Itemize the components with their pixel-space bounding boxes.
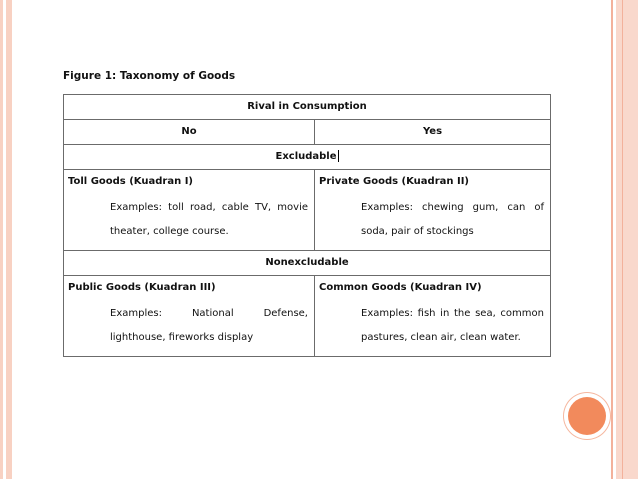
toll-goods-examples: Examples: toll road, cable TV, movie theater, college course. xyxy=(110,202,308,237)
taxonomy-table xyxy=(63,94,551,357)
common-goods-examples: Examples: fish in the sea, common pastures, clean air, clean water. xyxy=(361,308,544,343)
orange-circle-decoration xyxy=(568,397,606,435)
section-excludable xyxy=(64,145,551,170)
excludable-goods-row xyxy=(64,170,551,251)
public-goods-examples: Examples: National Defense, lighthouse, fireworks display xyxy=(110,308,308,343)
toll-goods-title: Toll Goods (Kuadran I) xyxy=(68,176,193,187)
section-nonexcludable: Nonexcludable xyxy=(64,251,551,276)
text-cursor xyxy=(338,150,339,162)
private-goods-examples: Examples: chewing gum, can of soda, pair of stockings xyxy=(361,202,544,237)
figure-title: Figure 1: Taxonomy of Goods xyxy=(63,70,236,82)
public-goods-title: Public Goods (Kuadran III) xyxy=(68,282,216,293)
cell-private-goods xyxy=(315,170,551,251)
column-header-no: No xyxy=(64,120,315,145)
excludable-row xyxy=(64,145,551,170)
cell-common-goods xyxy=(315,276,551,357)
cell-toll-goods xyxy=(64,170,315,251)
section-excludable-label: Excludable xyxy=(275,151,337,162)
nonexcludable-goods-row xyxy=(64,276,551,357)
right-stripe-line xyxy=(622,0,623,479)
left-edge-decoration xyxy=(0,0,12,479)
table-header-row xyxy=(64,95,551,120)
header-rival-in-consumption: Rival in Consumption xyxy=(64,95,551,120)
column-header-row xyxy=(64,120,551,145)
cell-public-goods xyxy=(64,276,315,357)
nonexcludable-row xyxy=(64,251,551,276)
right-stripe xyxy=(611,0,613,479)
right-stripe-band xyxy=(616,0,638,479)
private-goods-title: Private Goods (Kuadran II) xyxy=(319,176,469,187)
common-goods-title: Common Goods (Kuadran IV) xyxy=(319,282,482,293)
column-header-yes: Yes xyxy=(315,120,551,145)
